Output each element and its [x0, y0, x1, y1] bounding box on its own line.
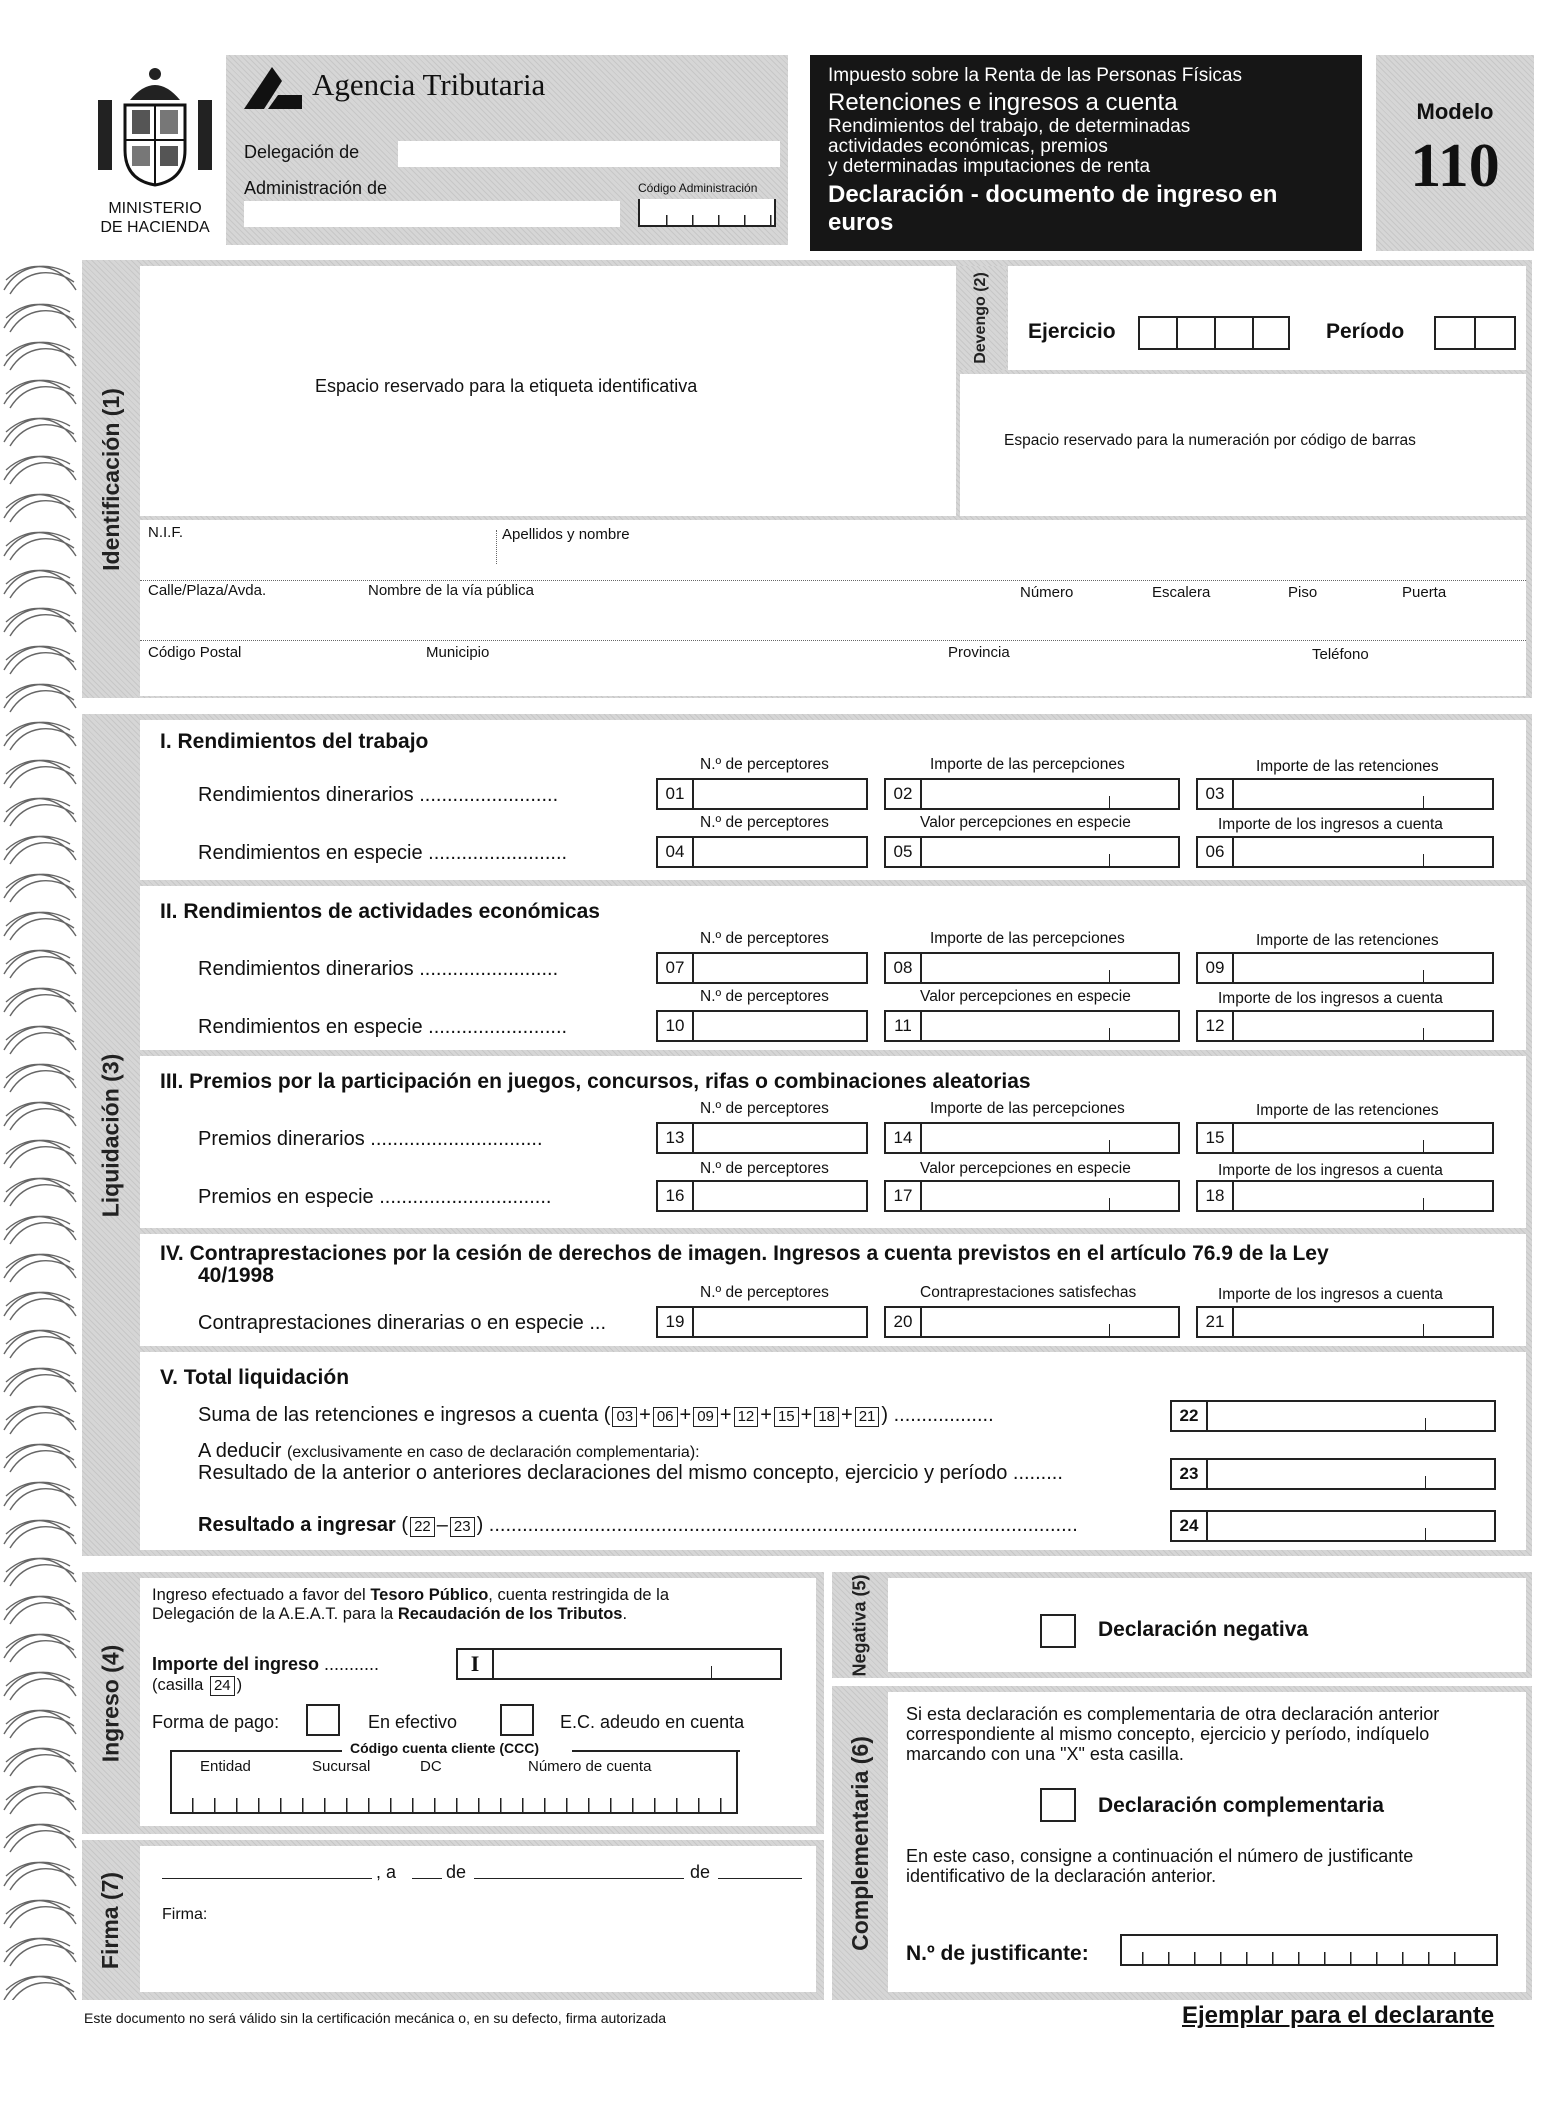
col-header: Contraprestaciones satisfechas — [920, 1284, 1137, 1301]
col-header: Valor percepciones en especie — [920, 1160, 1131, 1177]
sucursal-label: Sucursal — [312, 1758, 371, 1775]
section-5 — [140, 1352, 1526, 1550]
forma-pago-label: Forma de pago: — [152, 1712, 280, 1732]
escalera-label: Escalera — [1152, 584, 1211, 601]
field-03[interactable]: 03 — [1196, 778, 1494, 810]
modelo-number: 110 — [1410, 132, 1500, 200]
ingreso-side-text: Ingreso (4) — [97, 1644, 124, 1762]
col-header: N.º de perceptores — [700, 988, 829, 1005]
field-05[interactable]: 05 — [884, 836, 1180, 868]
cp-label: Código Postal — [148, 644, 242, 661]
casilla-ref: (casilla 24 ) — [152, 1676, 243, 1694]
puerta-label: Puerta — [1402, 584, 1447, 601]
col-header: Valor percepciones en especie — [920, 988, 1131, 1005]
col-header: Importe de los ingresos a cuenta — [1218, 1162, 1443, 1179]
entidad-label: Entidad — [200, 1758, 251, 1775]
title-line-1: Impuesto sobre la Renta de las Personas Físicas — [828, 65, 1242, 86]
administracion-field[interactable] — [244, 201, 620, 227]
firma-anio-line[interactable] — [718, 1878, 802, 1879]
complementaria-checkbox[interactable] — [1040, 1788, 1076, 1822]
field-11[interactable]: 11 — [884, 1010, 1180, 1042]
ejemplar-label: Ejemplar para el declarante — [1182, 2002, 1495, 2029]
calle-label: Calle/Plaza/Avda. — [148, 582, 267, 599]
agency-name: Agencia Tributaria — [312, 67, 546, 102]
complementaria-area — [888, 1692, 1526, 1992]
field-21[interactable]: 21 — [1196, 1306, 1494, 1338]
row-label: Premios en especie ............................... — [198, 1186, 552, 1208]
col-header: N.º de perceptores — [700, 1284, 829, 1301]
row-label: Rendimientos en especie ......................... — [198, 842, 568, 864]
ministry-logo — [80, 60, 230, 240]
taxpayer-area — [140, 520, 1526, 696]
col-header: N.º de perceptores — [700, 930, 829, 947]
col-header: Importe de las retenciones — [1256, 1102, 1439, 1119]
modelo-block — [1376, 55, 1534, 251]
col-header: Importe de los ingresos a cuenta — [1218, 1286, 1443, 1303]
complementaria-label: Declaración complementaria — [1098, 1794, 1384, 1817]
justificante-label: N.º de justificante: — [906, 1942, 1089, 1965]
col-header: N.º de perceptores — [700, 1160, 829, 1177]
section-1-title: I. Rendimientos del trabajo — [160, 730, 429, 753]
delegacion-field[interactable] — [398, 141, 780, 167]
codigo-admin-field[interactable] — [638, 199, 776, 227]
ministry-name-1: MINISTERIO — [108, 200, 202, 217]
devengo-side-text: Devengo (2) — [972, 272, 990, 364]
firma-side-label — [82, 1840, 140, 2000]
importe-ingreso-field[interactable]: I — [456, 1648, 782, 1680]
via-label: Nombre de la vía pública — [368, 582, 534, 599]
field-12[interactable]: 12 — [1196, 1010, 1494, 1042]
efectivo-checkbox[interactable] — [306, 1704, 340, 1736]
field-22[interactable]: 22 — [1170, 1400, 1496, 1432]
firma-a-label: , a — [376, 1862, 397, 1882]
ccc-title: Código cuenta cliente (CCC) — [342, 1740, 547, 1756]
col-header: Importe de los ingresos a cuenta — [1218, 990, 1443, 1007]
col-header: N.º de perceptores — [700, 814, 829, 831]
telefono-label: Teléfono — [1312, 646, 1369, 663]
ingreso-area — [140, 1578, 816, 1826]
municipio-label: Municipio — [426, 644, 490, 661]
title-block — [810, 55, 1362, 251]
decorative-border — [0, 260, 78, 2000]
field-19[interactable]: 19 — [656, 1306, 868, 1338]
ministry-name-2: DE HACIENDA — [100, 219, 210, 236]
field-14[interactable]: 14 — [884, 1122, 1180, 1154]
complementaria-side-label — [832, 1686, 888, 2000]
numero-label: Número — [1020, 584, 1074, 601]
firma-lugar-line[interactable] — [162, 1878, 372, 1879]
section-4-title-a: IV. Contraprestaciones por la cesión de derechos de imagen. Ingresos a cuenta previstos en el artículo 76.9 de la Ley — [160, 1242, 1329, 1265]
liquidacion-side-text: Liquidación (3) — [97, 1053, 124, 1217]
ingreso-text: Ingreso efectuado a favor del Tesoro Público, cuenta restringida de la Delegación de la A.E.A.T. para la Recaudación de los Tributos. — [152, 1586, 669, 1623]
negativa-checkbox[interactable] — [1040, 1614, 1076, 1648]
row-label: Rendimientos dinerarios ......................... — [198, 784, 559, 806]
field-17[interactable]: 17 — [884, 1180, 1180, 1212]
col-header: Importe de las percepciones — [930, 1100, 1125, 1117]
field-09[interactable]: 09 — [1196, 952, 1494, 984]
identificacion-side-label — [82, 260, 140, 698]
devengo-area — [1008, 266, 1526, 370]
field-24[interactable]: 24 — [1170, 1510, 1496, 1542]
field-20[interactable]: 20 — [884, 1306, 1180, 1338]
field-04[interactable]: 04 — [656, 836, 868, 868]
agency-logo-icon — [242, 65, 304, 111]
liquidacion-side-label — [82, 714, 140, 1556]
row-label: Rendimientos dinerarios ......................... — [198, 958, 559, 980]
field-23[interactable]: 23 — [1170, 1458, 1496, 1490]
firma-dia-line[interactable] — [412, 1878, 442, 1879]
firma-de1-label: de — [446, 1862, 467, 1882]
title-line-6: Declaración - documento de ingreso en euros — [828, 181, 1278, 236]
section-4-title-b: 40/1998 — [198, 1264, 274, 1287]
adeudo-checkbox[interactable] — [500, 1704, 534, 1736]
firma-area — [140, 1846, 816, 1992]
section-1 — [140, 720, 1526, 880]
field-06[interactable]: 06 — [1196, 836, 1494, 868]
field-02[interactable]: 02 — [884, 778, 1180, 810]
field-16[interactable]: 16 — [656, 1180, 868, 1212]
negativa-area — [888, 1578, 1526, 1672]
col-header: Importe de los ingresos a cuenta — [1218, 816, 1443, 833]
ejercicio-label: Ejercicio — [1028, 320, 1116, 343]
barcode-text: Espacio reservado para la numeración por código de barras — [1004, 432, 1416, 449]
title-line-4: actividades económicas, premios — [828, 136, 1108, 157]
negativa-side-text: Negativa (5) — [849, 1573, 870, 1677]
field-15[interactable]: 15 — [1196, 1122, 1494, 1154]
identificacion-side-text: Identificación (1) — [97, 387, 124, 571]
delegacion-label: Delegación de — [244, 142, 360, 162]
apellidos-label: Apellidos y nombre — [502, 526, 630, 543]
ejercicio-field[interactable] — [1138, 316, 1290, 350]
justificante-field[interactable] — [1120, 1934, 1498, 1966]
title-line-3: Rendimientos del trabajo, de determinadas — [828, 116, 1191, 137]
barcode-area — [960, 374, 1526, 516]
modelo-label: Modelo — [1416, 99, 1494, 124]
suma-row: Suma de las retenciones e ingresos a cuenta ( 03 + 06 + 09 + 12 + 15 + 18 + 21 ) .................. — [198, 1404, 994, 1426]
codigo-admin-label: Código Administración — [638, 181, 758, 195]
administracion-label: Administración de — [244, 178, 388, 198]
provincia-label: Provincia — [948, 644, 1010, 661]
periodo-field[interactable] — [1434, 316, 1516, 350]
devengo-side-label — [956, 266, 1006, 370]
section-5-title: V. Total liquidación — [160, 1366, 350, 1389]
complementaria-text: Si esta declaración es complementaria de otra declaración anterior correspondiente al mismo concepto, ejercicio y período, indíquelo marcando con una "X" esta casilla. — [906, 1704, 1440, 1764]
resultado-row: Resultado a ingresar ( 22 – 23 ) .......................................................................................................... — [198, 1514, 1078, 1536]
col-header: N.º de perceptores — [700, 1100, 829, 1117]
etiqueta-area — [140, 266, 956, 516]
firma-de2-label: de — [690, 1862, 711, 1882]
adeudo-label: E.C. adeudo en cuenta — [560, 1712, 745, 1732]
section-3 — [140, 1056, 1526, 1228]
field-08[interactable]: 08 — [884, 952, 1180, 984]
efectivo-label: En efectivo — [368, 1712, 458, 1732]
firma-label: Firma: — [162, 1906, 208, 1923]
resultado-anterior-row: Resultado de la anterior o anteriores declaraciones del mismo concepto, ejercicio y período ......... — [198, 1462, 1063, 1484]
field-01[interactable]: 01 — [656, 778, 868, 810]
numero-cuenta-label: Número de cuenta — [528, 1758, 652, 1775]
section-2 — [140, 886, 1526, 1050]
piso-label: Piso — [1288, 584, 1318, 601]
ingreso-side-label — [82, 1572, 140, 1834]
importe-label: Importe del ingreso ........... — [152, 1654, 380, 1674]
negativa-label: Declaración negativa — [1098, 1618, 1309, 1641]
footer-note: Este documento no será válido sin la certificación mecánica o, en su defecto, firma autorizada — [84, 2010, 667, 2026]
ccc-field[interactable] — [170, 1740, 738, 1814]
title-line-2: Retenciones e ingresos a cuenta — [828, 89, 1178, 116]
deducir-row: A deducir (exclusivamente en caso de declaración complementaria): — [198, 1440, 700, 1462]
field-10[interactable]: 10 — [656, 1010, 868, 1042]
col-header: Importe de las retenciones — [1256, 932, 1439, 949]
field-07[interactable]: 07 — [656, 952, 868, 984]
agency-panel — [226, 55, 788, 245]
col-header: Importe de las percepciones — [930, 756, 1125, 773]
firma-side-text: Firma (7) — [97, 1871, 124, 1969]
row-label: Premios dinerarios ............................... — [198, 1128, 543, 1150]
complementaria-side-text: Complementaria (6) — [846, 1735, 873, 1951]
firma-mes-line[interactable] — [474, 1878, 684, 1879]
nif-label: N.I.F. — [148, 524, 184, 541]
col-header: Importe de las retenciones — [1256, 758, 1439, 775]
etiqueta-text: Espacio reservado para la etiqueta identificativa — [315, 376, 698, 396]
negativa-side-label — [832, 1572, 888, 1678]
periodo-label: Período — [1326, 320, 1405, 343]
row-label: Contraprestaciones dinerarias o en especie ... — [198, 1312, 607, 1334]
field-18[interactable]: 18 — [1196, 1180, 1494, 1212]
title-line-5: y determinadas imputaciones de renta — [828, 156, 1151, 177]
dc-label: DC — [420, 1758, 442, 1775]
col-header: N.º de perceptores — [700, 756, 829, 773]
coat-of-arms-icon — [80, 60, 230, 190]
section-3-title: III. Premios por la participación en juegos, concursos, rifas o combinaciones aleatorias — [160, 1070, 1031, 1093]
row-label: Rendimientos en especie ......................... — [198, 1016, 568, 1038]
complementaria-text2: En este caso, consigne a continuación el número de justificante identificativo de la declaración anterior. — [906, 1846, 1414, 1886]
col-header: Valor percepciones en especie — [920, 814, 1131, 831]
field-13[interactable]: 13 — [656, 1122, 868, 1154]
section-2-title: II. Rendimientos de actividades económicas — [160, 900, 600, 923]
section-4 — [140, 1234, 1526, 1346]
col-header: Importe de las percepciones — [930, 930, 1125, 947]
